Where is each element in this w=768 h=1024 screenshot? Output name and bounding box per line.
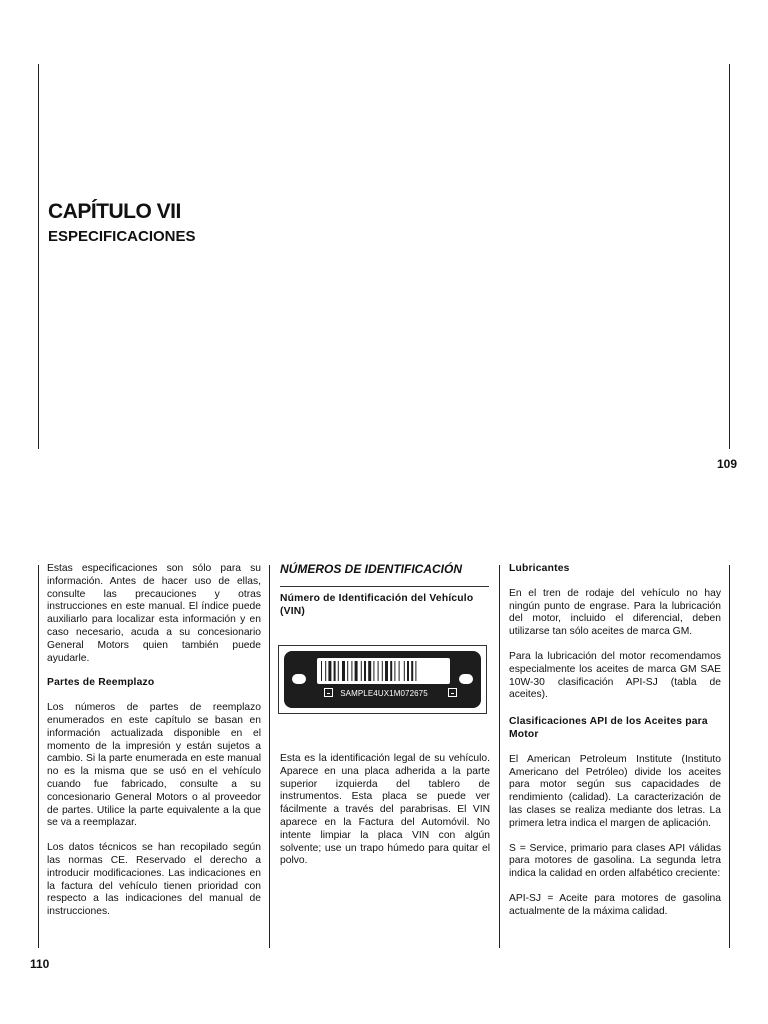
vin-heading: Número de Identificación del Vehículo (VIN) bbox=[280, 593, 474, 617]
chapter-subtitle: ESPECIFICACIONES bbox=[48, 228, 196, 245]
lubricants-heading: Lubricantes bbox=[509, 563, 570, 574]
lubricants-paragraph-1: En el tren de rodaje del vehículo no hay ningún punto de engrase. Para la lubricación del motor, incluido el diferencial, deben utilizarse tan sólo aceites de marca GM. bbox=[509, 587, 721, 638]
api-paragraph-2: S = Service, primario para clases API válidas para motores de gasolina. La segunda letra indica la calidad en orden alfabético creciente: bbox=[509, 842, 721, 880]
parts-heading: Partes de Reemplazo bbox=[47, 677, 155, 689]
right-stamp-icon bbox=[448, 688, 457, 697]
lubricants-paragraph-2: Para la lubricación del motor recomendamos especialmente los aceites de marca GM SAE 10W-30 clasificación API-SJ (tabla de aceites). bbox=[509, 650, 721, 701]
right-rivet-hole-icon bbox=[459, 674, 473, 684]
left-margin-rule bbox=[38, 64, 39, 449]
right-margin-rule bbox=[729, 64, 730, 449]
column-rule-2 bbox=[499, 565, 500, 948]
page-number-bottom: 110 bbox=[30, 957, 50, 971]
vin-paragraph: Esta es la identificación legal de su vehículo. Aparece en una placa adherida a la parte superior izquierda del tablero de instrumentos. Esta placa se puede ver fácilmente a través del parabrisas. El VIN aparece en la Factura del Automóvil. No intente limpiar la placa VIN con algún solvente; use un trapo húmedo para quitar el polvo. bbox=[280, 753, 490, 867]
api-paragraph-3: API-SJ = Aceite para motores de gasolina actualmente de la máxima calidad. bbox=[509, 892, 721, 917]
left-rivet-hole-icon bbox=[292, 674, 306, 684]
section-heading: NÚMEROS DE IDENTIFICACIÓN bbox=[280, 562, 463, 576]
column-1 bbox=[47, 563, 261, 931]
api-heading: Clasificaciones API de los Aceites para Motor bbox=[509, 716, 708, 740]
vin-plate-illustration bbox=[278, 645, 487, 714]
chapter-title: CAPÍTULO VII bbox=[48, 200, 181, 223]
barcode-icon bbox=[317, 658, 450, 684]
column-3 bbox=[509, 563, 721, 931]
column-rule-left bbox=[38, 565, 39, 948]
tech-data-paragraph: Los datos técnicos se han recopilado según las normas CE. Reservado el derecho a introducir modificaciones. Las indicaciones en la factura del vehículo tienen prioridad con respecto a las indicaciones del manual de instrucciones. bbox=[47, 842, 261, 918]
api-paragraph-1: El American Petroleum Institute (Instituto Americano del Petróleo) divide los aceites para motor según sus capacidades de rendimiento (calidad). La caracterización de las clases se realiza mediante dos letras. La primera letra indica el margen de aplicación. bbox=[509, 753, 721, 829]
parts-paragraph: Los números de partes de reemplazo enumerados en este capítulo se basan en información actualizada disponible en el momento de la impresión y están sujetos a cambio. Si la parte enumerada en este manual no es la misma que se usó en el vehículo cuando fue fabricado, consulte a su concesionario General Motors o al proveedor de partes. Utilice la parte equivalente a la que se va a reemplazar. bbox=[47, 702, 261, 829]
section-heading-rule bbox=[280, 586, 489, 587]
page-number-top: 109 bbox=[717, 457, 738, 471]
intro-paragraph: Estas especificaciones son sólo para su información. Antes de hacer uso de ellas, consulte las precauciones y otras instrucciones en este manual. El índice puede auxiliarlo para localizar esta información y en caso necesario, acuda a su concesionario General Motors quien también puede ayudarle. bbox=[47, 563, 261, 664]
vin-plate bbox=[284, 651, 481, 708]
vin-plate-code: SAMPLE4UX1M072675 bbox=[340, 689, 428, 698]
column-rule-1 bbox=[269, 565, 270, 948]
column-rule-right bbox=[729, 565, 730, 948]
